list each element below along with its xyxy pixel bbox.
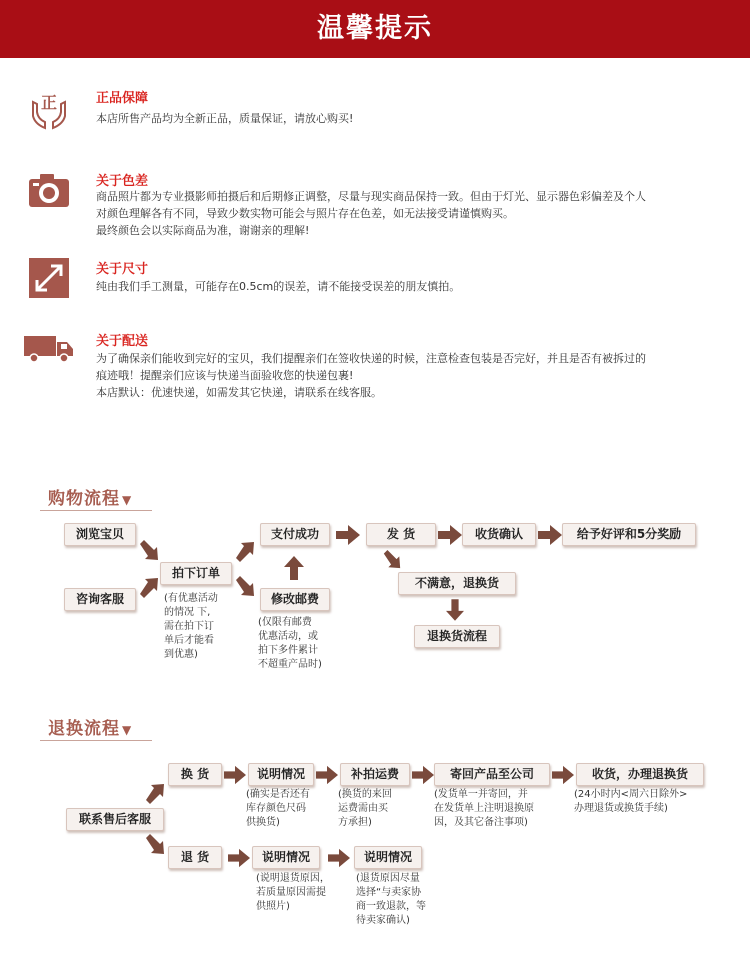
send-back-note <box>434 788 534 830</box>
arrow-right-icon <box>336 525 360 545</box>
browse-step: 浏览宝贝 <box>64 523 136 546</box>
return-flow-step: 退换货流程 <box>414 625 500 648</box>
order-note <box>164 592 218 662</box>
exchange-explain-note <box>246 788 310 830</box>
section-line: 对颜色理解各有不同，导致少数实物可能会与照片存在色差，如无法接受请谨慎购买。 <box>96 207 514 220</box>
arrow-up-right-icon <box>144 782 166 804</box>
note-line: (有优惠活动 <box>164 593 218 604</box>
section-text <box>96 278 736 295</box>
arrow-right-icon <box>328 848 350 868</box>
triangle-down-icon: ▼ <box>122 723 133 737</box>
section-line: 本店默认：优速快递，如需发其它快递，请联系在线客服。 <box>96 386 382 399</box>
note-line: 办理退货或换货手续) <box>574 803 668 814</box>
triangle-down-icon: ▼ <box>122 493 133 507</box>
resize-arrow-icon <box>22 256 76 300</box>
note-line: 库存颜色尺码 <box>246 803 306 814</box>
note-line: 不超重产品时) <box>258 659 322 670</box>
note-line: 需在拍下订 <box>164 621 214 632</box>
divider <box>40 740 152 741</box>
arrow-right-icon <box>316 765 338 785</box>
receive-step: 收货，办理退换货 <box>576 763 704 786</box>
section-text <box>96 350 736 401</box>
arrow-right-icon <box>224 765 246 785</box>
shipping-fee-step: 补拍运费 <box>340 763 410 786</box>
shipping-fee-note <box>338 788 392 830</box>
section-text <box>96 110 736 127</box>
send-back-step: 寄回产品至公司 <box>434 763 550 786</box>
order-step: 拍下订单 <box>160 562 232 585</box>
arrow-down-right-icon <box>144 834 166 856</box>
review-step: 给予好评和5分奖励 <box>562 523 696 546</box>
confirm-step: 收货确认 <box>462 523 536 546</box>
arrow-right-icon <box>552 765 574 785</box>
note-line: 供换货) <box>246 817 280 828</box>
header-bar <box>0 0 750 58</box>
note-line: 到优惠) <box>164 649 198 660</box>
arrow-down-right-icon <box>138 540 160 562</box>
consult-step: 咨询客服 <box>64 588 136 611</box>
note-line: (24小时内<周六日除外> <box>574 789 688 800</box>
divider <box>40 510 152 511</box>
section-delivery <box>0 328 750 408</box>
note-line: (确实是否还有 <box>246 789 310 800</box>
arrow-up-right-icon <box>138 576 160 598</box>
section-line: 纯由我们手工测量，可能存在0.5cm的误差，请不能接受误差的朋友慎拍。 <box>96 280 461 293</box>
receive-note <box>574 788 687 816</box>
note-line: 的情况 下, <box>164 607 211 618</box>
arrow-right-icon <box>228 848 250 868</box>
arrow-right-icon <box>538 525 562 545</box>
note-line: 选择“与卖家协 <box>356 887 422 898</box>
note-line: (换货的来回 <box>338 789 392 800</box>
note-line: (说明退货原因， <box>256 873 330 884</box>
section-title: 关于色差 <box>96 174 149 189</box>
arrow-up-icon <box>284 556 304 580</box>
page-title: 温馨提示 <box>317 13 433 44</box>
modify-step: 修改邮费 <box>260 588 330 611</box>
arrow-down-right-icon <box>382 550 402 570</box>
exchange-step: 换 货 <box>168 763 222 786</box>
note-line: (发货单一并寄回，并 <box>434 789 528 800</box>
note-line: 若质量原因需提 <box>256 887 326 898</box>
section-genuine <box>0 80 750 140</box>
shopping-flow-heading <box>48 484 132 509</box>
note-line: (仅限有邮费 <box>258 617 312 628</box>
modify-note <box>258 616 322 672</box>
section-text <box>96 188 736 239</box>
truck-icon <box>22 326 76 370</box>
section-line: 痕迹哦！提醒亲们应该与快递当面验收您的快递包裹! <box>96 369 354 382</box>
refund-explain2-step: 说明情况 <box>354 846 422 869</box>
hands-genuine-icon <box>22 88 76 132</box>
note-line: 在发货单上注明退换原 <box>434 803 534 814</box>
section-line: 本店所售产品均为全新正品，质量保证，请放心购买! <box>96 112 354 125</box>
section-line: 商品照片都为专业摄影师拍摄后和后期修正调整，尽量与现实商品保持一致。但由于灯光、显示器色彩偏差及个人 <box>96 190 646 203</box>
section-color <box>0 166 750 246</box>
section-title: 正品保障 <box>96 91 149 106</box>
note-line: 供照片) <box>256 901 290 912</box>
note-line: 拍下多件累计 <box>258 645 318 656</box>
note-line: 待卖家确认) <box>356 915 410 926</box>
section-title: 关于配送 <box>96 334 149 349</box>
contact-service-step: 联系售后客服 <box>66 808 164 831</box>
section-line: 为了确保亲们能收到完好的宝贝，我们提醒亲们在签收快递的时候，注意检查包装是否完好，并且是否有被拆过的 <box>96 352 646 365</box>
heading-text: 退换流程 <box>48 719 120 739</box>
exchange-explain-step: 说明情况 <box>248 763 314 786</box>
arrow-down-right-icon <box>234 576 256 598</box>
section-size <box>0 254 750 304</box>
camera-icon <box>22 168 76 212</box>
arrow-right-icon <box>438 525 462 545</box>
section-line: 最终颜色会以实际商品为准，谢谢亲的理解! <box>96 224 310 237</box>
refund-step: 退 货 <box>168 846 222 869</box>
refund-explain-step: 说明情况 <box>252 846 320 869</box>
unsatisfied-step: 不满意，退换货 <box>398 572 516 595</box>
note-line: (退货原因尽量 <box>356 873 420 884</box>
note-line: 运费需由买 <box>338 803 388 814</box>
note-line: 方承担) <box>338 817 372 828</box>
note-line: 优惠活动，或 <box>258 631 318 642</box>
arrow-down-icon <box>446 598 464 622</box>
arrow-right-icon <box>412 765 434 785</box>
note-line: 因，及其它备注事项) <box>434 817 528 828</box>
section-title: 关于尺寸 <box>96 262 149 277</box>
note-line: 商一致退款，等 <box>356 901 426 912</box>
return-flow-heading <box>48 714 132 739</box>
ship-step: 发 货 <box>366 523 436 546</box>
refund-explain2-note <box>356 872 426 928</box>
heading-text: 购物流程 <box>48 489 120 509</box>
refund-explain-note <box>256 872 330 914</box>
pay-step: 支付成功 <box>260 523 330 546</box>
note-line: 单后才能看 <box>164 635 214 646</box>
svg-text:正: 正 <box>40 93 58 112</box>
arrow-up-right-icon <box>234 540 256 562</box>
